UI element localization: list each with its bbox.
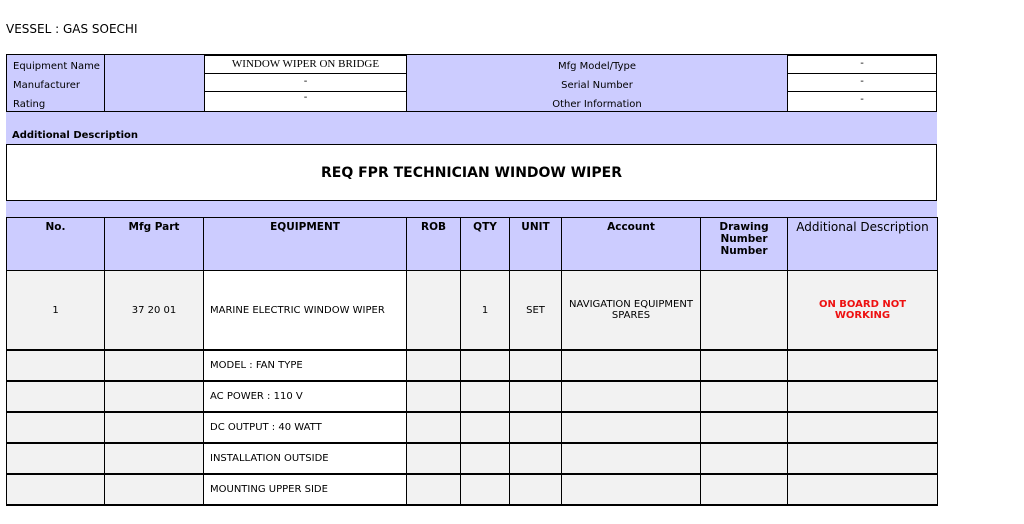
cell-part	[105, 412, 204, 443]
table-header-row	[7, 218, 938, 271]
cell-note	[788, 381, 938, 412]
equipment-name-label: Equipment Name	[13, 61, 100, 72]
serial-number-value: -	[787, 73, 937, 92]
cell-account	[562, 350, 701, 381]
col-account: Account	[562, 218, 701, 271]
col-unit: UNIT	[510, 218, 562, 271]
cell-drawing	[701, 474, 788, 505]
cell-account	[562, 381, 701, 412]
rating-value: -	[204, 91, 407, 112]
cell-equipment: DC OUTPUT : 40 WATT	[204, 412, 407, 443]
cell-part: 37 20 01	[105, 271, 204, 351]
cell-note	[788, 443, 938, 474]
col-mfg-part: Mfg Part	[105, 218, 204, 271]
col-equipment: EQUIPMENT	[204, 218, 407, 271]
table-row	[7, 443, 938, 474]
table-row	[7, 474, 938, 505]
items-table	[6, 217, 938, 506]
cell-rob	[407, 412, 461, 443]
manufacturer-value: -	[204, 73, 407, 92]
cell-equipment: AC POWER : 110 V	[204, 381, 407, 412]
section-divider	[6, 201, 937, 217]
cell-no: 1	[7, 271, 105, 351]
mfg-model-value: -	[787, 55, 937, 74]
cell-no	[7, 443, 105, 474]
cell-no	[7, 381, 105, 412]
table-row	[7, 412, 938, 443]
cell-note	[788, 474, 938, 505]
table-row	[7, 271, 938, 351]
cell-drawing	[701, 350, 788, 381]
cell-qty	[461, 474, 510, 505]
cell-part	[105, 474, 204, 505]
request-title: REQ FPR TECHNICIAN WINDOW WIPER	[6, 144, 937, 201]
cell-qty: 1	[461, 271, 510, 351]
table-row	[7, 381, 938, 412]
cell-equipment: INSTALLATION OUTSIDE	[204, 443, 407, 474]
additional-description-label: Additional Description	[12, 130, 139, 141]
rating-label: Rating	[13, 99, 46, 110]
additional-description-band	[6, 112, 937, 144]
cell-drawing	[701, 271, 788, 351]
other-information-value: -	[787, 91, 937, 112]
cell-account: NAVIGATION EQUIPMENT SPARES	[562, 271, 701, 351]
cell-account	[562, 412, 701, 443]
serial-number-label: Serial Number	[561, 80, 633, 91]
cell-unit	[510, 381, 562, 412]
cell-note	[788, 412, 938, 443]
cell-rob	[407, 443, 461, 474]
cell-unit: SET	[510, 271, 562, 351]
cell-rob	[407, 381, 461, 412]
cell-part	[105, 443, 204, 474]
cell-qty	[461, 443, 510, 474]
cell-drawing	[701, 443, 788, 474]
cell-part	[105, 381, 204, 412]
cell-equipment: MOUNTING UPPER SIDE	[204, 474, 407, 505]
other-information-label: Other Information	[552, 99, 642, 110]
cell-drawing	[701, 381, 788, 412]
cell-qty	[461, 412, 510, 443]
equipment-header	[6, 54, 937, 112]
cell-drawing	[701, 412, 788, 443]
equipment-name-value: WINDOW WIPER ON BRIDGE	[204, 55, 407, 74]
col-drawing-number: Drawing Number Number	[701, 218, 788, 271]
col-qty: QTY	[461, 218, 510, 271]
cell-account	[562, 474, 701, 505]
cell-qty	[461, 381, 510, 412]
cell-part	[105, 350, 204, 381]
table-row	[7, 350, 938, 381]
col-additional-description: Additional Description	[788, 218, 938, 271]
cell-qty	[461, 350, 510, 381]
cell-unit	[510, 350, 562, 381]
manufacturer-label: Manufacturer	[13, 80, 80, 91]
cell-rob	[407, 350, 461, 381]
col-no: No.	[7, 218, 105, 271]
cell-no	[7, 474, 105, 505]
cell-rob	[407, 271, 461, 351]
mfg-model-label: Mfg Model/Type	[557, 61, 637, 72]
vessel-title: VESSEL : GAS SOECHI	[6, 22, 138, 36]
cell-note	[788, 350, 938, 381]
cell-equipment: MARINE ELECTRIC WINDOW WIPER	[204, 271, 407, 351]
cell-no	[7, 350, 105, 381]
cell-unit	[510, 412, 562, 443]
cell-note: ON BOARD NOT WORKING	[788, 271, 938, 351]
cell-account	[562, 443, 701, 474]
cell-equipment: MODEL : FAN TYPE	[204, 350, 407, 381]
cell-rob	[407, 474, 461, 505]
cell-unit	[510, 443, 562, 474]
cell-no	[7, 412, 105, 443]
col-rob: ROB	[407, 218, 461, 271]
cell-unit	[510, 474, 562, 505]
